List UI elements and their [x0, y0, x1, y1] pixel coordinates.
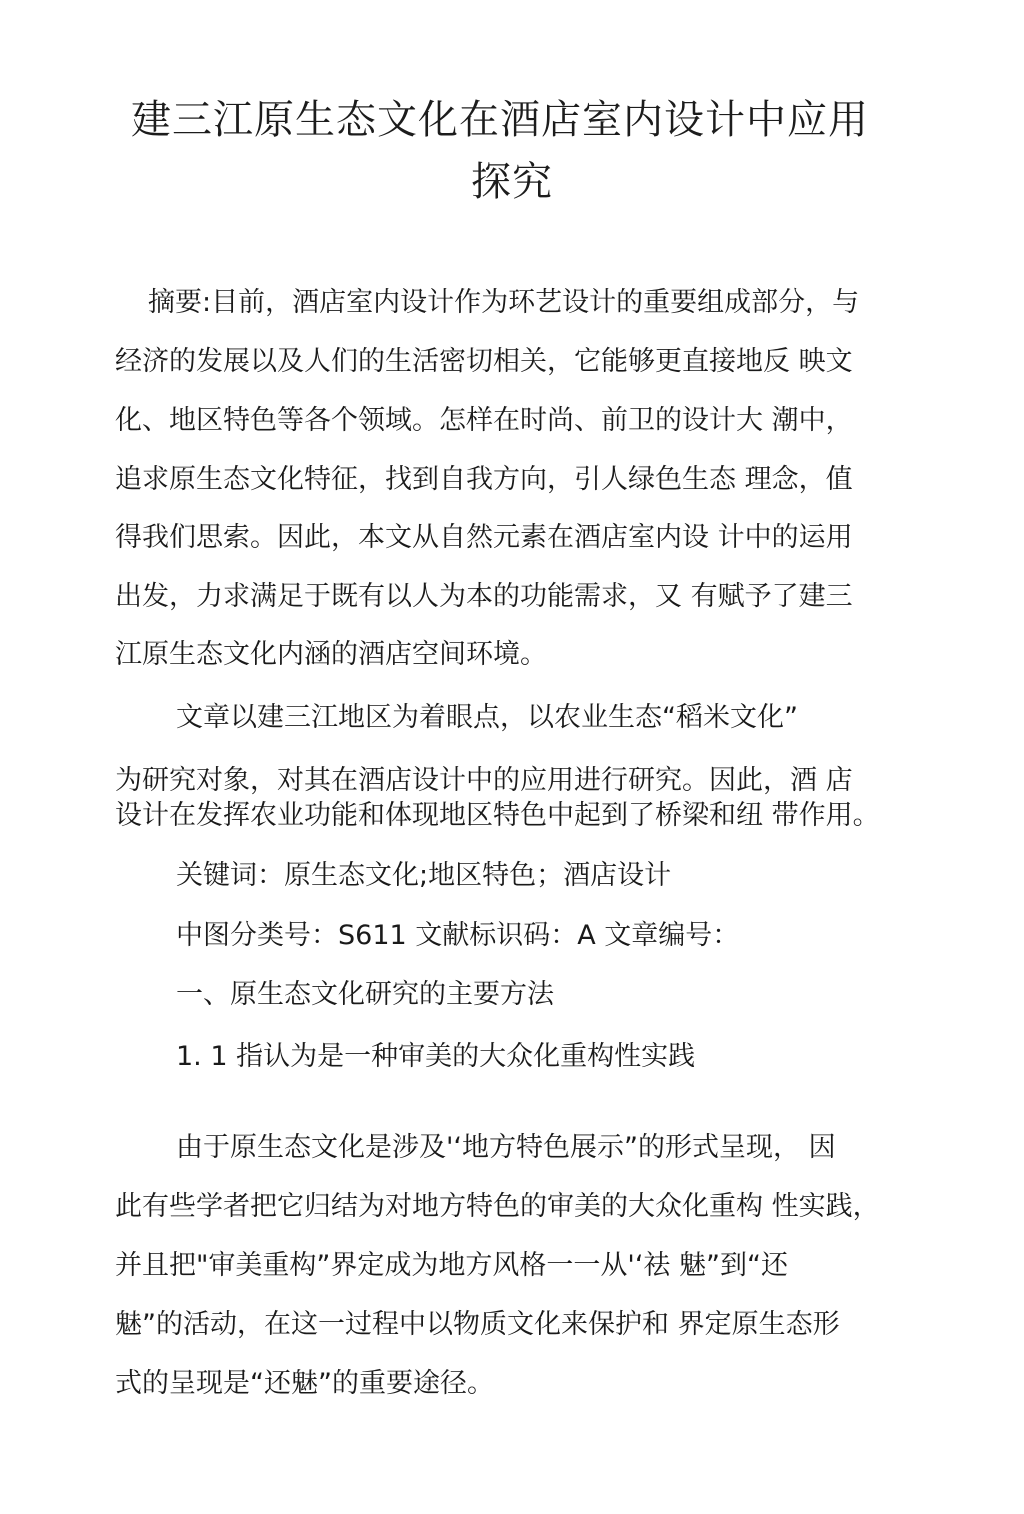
- paragraph-line: 设计在发挥农业功能和体现地区特色中起到了桥梁和纽 带作用。: [115, 800, 880, 831]
- section-heading: 一、原生态文化研究的主要方法: [176, 979, 554, 1010]
- keywords-line: 关键词：原生态文化;地区特色；酒店设计: [176, 860, 672, 891]
- paragraph-line: 为研究对象，对其在酒店设计中的应用进行研究。因此，酒 店: [115, 765, 853, 796]
- abstract-line: 摘要:目前，酒店室内设计作为环艺设计的重要组成部分，与: [148, 287, 860, 318]
- paragraph-line: 魅”的活动，在这一过程中以物质文化来保护和 界定原生态形: [115, 1309, 840, 1340]
- document-title-line-2: 探究: [471, 159, 553, 205]
- abstract-line: 化、地区特色等各个领域。怎样在时尚、前卫的设计大 潮中，: [115, 405, 853, 436]
- subsection-heading: 1. 1 指认为是一种审美的大众化重构性实践: [176, 1041, 696, 1072]
- abstract-line: 出发，力求满足于既有以人为本的功能需求，又 有赋予了建三: [115, 581, 853, 612]
- abstract-line: 得我们思索。因此，本文从自然元素在酒店室内设 计中的运用: [115, 522, 853, 553]
- document-title-line-1: 建三江原生态文化在酒店室内设计中应用: [131, 97, 869, 143]
- paragraph-line: 并且把"审美重构”界定成为地方风格一一从'‘祛 魅”到“还: [115, 1250, 788, 1281]
- abstract-line: 江原生态文化内涵的酒店空间环境。: [115, 639, 547, 670]
- paragraph-line: 文章以建三江地区为着眼点，以农业生态“稻米文化”: [176, 702, 798, 733]
- classification-line: 中图分类号：S611 文献标识码：A 文章编号：: [176, 920, 740, 951]
- paragraph-line: 由于原生态文化是涉及'‘地方特色展示”的形式呈现， 因: [176, 1132, 836, 1163]
- abstract-line: 追求原生态文化特征，找到自我方向，引人绿色生态 理念，值: [115, 464, 853, 495]
- abstract-line: 经济的发展以及人们的生活密切相关，它能够更直接地反 映文: [115, 346, 853, 377]
- paragraph-line: 此有些学者把它归结为对地方特色的审美的大众化重构 性实践，: [115, 1191, 880, 1222]
- paragraph-line: 式的呈现是“还魅”的重要途径。: [115, 1368, 494, 1399]
